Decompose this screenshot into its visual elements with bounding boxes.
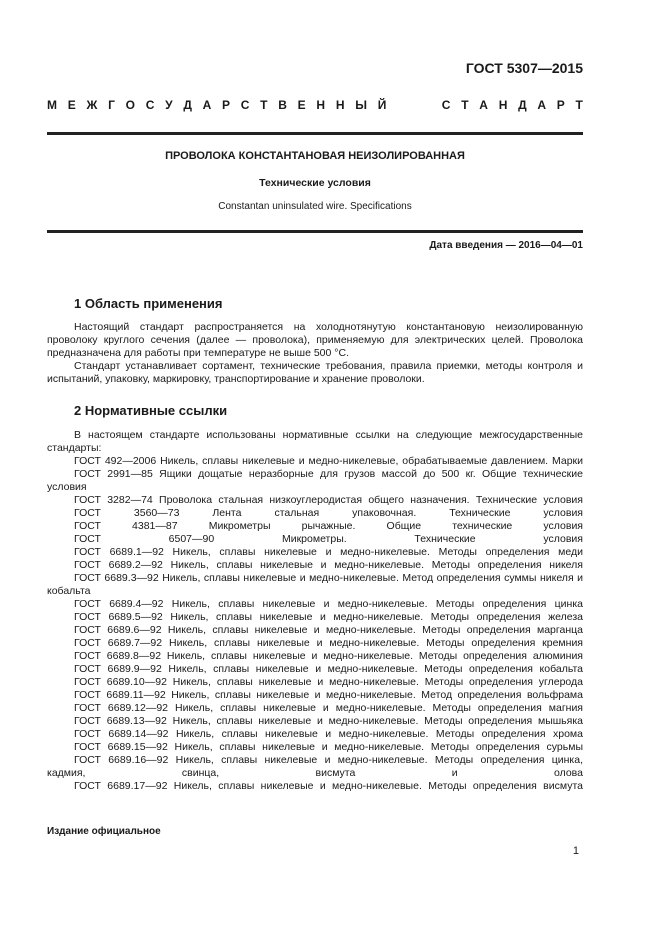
- reference-item: ГОСТ 6689.9—92 Никель, сплавы никелевые и медно-никелевые. Методы определения кобальта: [74, 663, 583, 675]
- reference-item: ГОСТ 6689.15—92 Никель, сплавы никелевые и медно-никелевые. Методы определения сурьмы: [74, 741, 583, 753]
- banner-letter: Н: [335, 98, 345, 112]
- reference-item: ГОСТ 6689.16—92 Никель, сплавы никелевые и медно-никелевые. Методы определения цинка, кадмия, свинца, висмута и олова: [47, 754, 583, 779]
- banner-letter: Р: [556, 98, 565, 112]
- reference-item: ГОСТ 6689.4—92 Никель, сплавы никелевые и медно-никелевые. Методы определения цинка: [74, 598, 583, 610]
- banner-letter: Д: [183, 98, 192, 112]
- banner-letter: А: [479, 98, 488, 112]
- banner-letter: А: [537, 98, 547, 112]
- english-title: Constantan uninsulated wire. Specifications: [218, 201, 412, 212]
- section-1-paragraph: Настоящий стандарт распространяется на холоднотянутую константановую неизолированную проволоку круглого сечения (далее — проволока), применяемую для электрических целей. Проволока предназначена для работы при температуре не выше 500 °C.: [47, 321, 583, 359]
- reference-item: ГОСТ 6689.12—92 Никель, сплавы никелевые и медно-никелевые. Методы определения магния: [74, 702, 583, 714]
- banner-letter: А: [202, 98, 212, 112]
- page-number: 1: [572, 845, 579, 857]
- document-title: ПРОВОЛОКА КОНСТАНТАНОВАЯ НЕИЗОЛИРОВАННАЯ: [165, 150, 465, 162]
- header-rule: [47, 132, 583, 135]
- reference-item: ГОСТ 6689.7—92 Никель, сплавы никелевые и медно-никелевые. Методы определения кремния: [74, 637, 583, 649]
- reference-item: ГОСТ 6689.13—92 Никель, сплавы никелевые и медно-никелевые. Методы определения мышьяка: [74, 715, 583, 727]
- reference-item: ГОСТ 6689.6—92 Никель, сплавы никелевые и медно-никелевые. Методы определения марганца: [74, 624, 583, 636]
- banner-letter: О: [125, 98, 135, 112]
- banner-letter: Й: [377, 98, 387, 112]
- reference-item: ГОСТ 6689.1—92 Никель, сплавы никелевые и медно-никелевые. Методы определения меди: [74, 546, 583, 558]
- references-intro: В настоящем стандарте использованы нормативные ссылки на следующие межгосударственные стандарты:: [47, 429, 583, 454]
- reference-item: ГОСТ 4381—87 Микрометры рычажные. Общие технические условия: [74, 520, 583, 532]
- normative-references: [47, 429, 583, 793]
- reference-list: [47, 455, 583, 793]
- section-1-paragraph: Стандарт устанавливает сортамент, технические требования, правила приемки, методы контроля и испытаний, упаковку, маркировку, транспортирование и хранение проволоки.: [47, 360, 583, 385]
- document-subtitle: Технические условия: [259, 177, 371, 189]
- banner-letter: В: [278, 98, 287, 112]
- banner-letter: Т: [461, 98, 469, 112]
- reference-item: ГОСТ 492—2006 Никель, сплавы никелевые и медно-никелевые, обрабатываемые давлением. Марки: [74, 455, 583, 467]
- banner-letter: С: [240, 98, 250, 112]
- section-1-heading: 1 Область применения: [74, 296, 223, 311]
- reference-item: ГОСТ 6689.14—92 Никель, сплавы никелевые и медно-никелевые. Методы определения хрома: [74, 728, 583, 740]
- reference-item: ГОСТ 3282—74 Проволока стальная низкоуглеродистая общего назначения. Технические условия: [74, 494, 583, 506]
- reference-item: ГОСТ 6689.5—92 Никель, сплавы никелевые и медно-никелевые. Методы определения железа: [74, 611, 583, 623]
- introduction-date: Дата введения — 2016—04—01: [429, 240, 583, 251]
- interstate-banner: [47, 98, 583, 112]
- title-rule: [47, 230, 583, 233]
- banner-letter: М: [47, 98, 57, 112]
- banner-letter: Г: [108, 98, 115, 112]
- banner-letter: С: [441, 98, 451, 112]
- banner-letter: Н: [316, 98, 326, 112]
- reference-item: ГОСТ 6689.11—92 Никель, сплавы никелевые и медно-никелевые. Метод определения вольфрама: [74, 689, 583, 701]
- reference-item: ГОСТ 6689.17—92 Никель, сплавы никелевые и медно-никелевые. Методы определения висмута: [74, 780, 583, 792]
- standard-code: ГОСТ 5307—2015: [465, 60, 583, 76]
- reference-item: ГОСТ 6689.8—92 Никель, сплавы никелевые и медно-никелевые. Методы определения алюминия: [74, 650, 583, 662]
- reference-item: ГОСТ 6689.2—92 Никель, сплавы никелевые и медно-никелевые. Методы определения никеля: [74, 559, 583, 571]
- section-2-heading: 2 Нормативные ссылки: [74, 403, 228, 418]
- banner-letter: Т: [575, 98, 583, 112]
- banner-letter: Т: [260, 98, 268, 112]
- reference-item: ГОСТ 2991—85 Ящики дощатые неразборные для грузов массой до 500 кг. Общие технические условия: [47, 468, 583, 493]
- banner-letter: Ы: [355, 98, 367, 112]
- official-edition-label: Издание официальное: [47, 826, 161, 837]
- banner-letter: Д: [518, 98, 527, 112]
- section-1-body: [47, 321, 583, 386]
- banner-letter: Е: [297, 98, 306, 112]
- banner-letter: Ж: [86, 98, 98, 112]
- reference-item: ГОСТ 3560—73 Лента стальная упаковочная. Технические условия: [74, 507, 583, 519]
- reference-item: ГОСТ 6689.3—92 Никель, сплавы никелевые и медно-никелевые. Метод определения суммы никеля и кобальта: [47, 572, 583, 597]
- banner-letter: Н: [498, 98, 508, 112]
- banner-letter: Р: [222, 98, 231, 112]
- reference-item: ГОСТ 6689.10—92 Никель, сплавы никелевые и медно-никелевые. Методы определения углерода: [74, 676, 583, 688]
- banner-letter: С: [145, 98, 155, 112]
- reference-item: ГОСТ 6507—90 Микрометры. Технические условия: [74, 533, 583, 545]
- banner-letter: У: [165, 98, 173, 112]
- banner-letter: Е: [67, 98, 76, 112]
